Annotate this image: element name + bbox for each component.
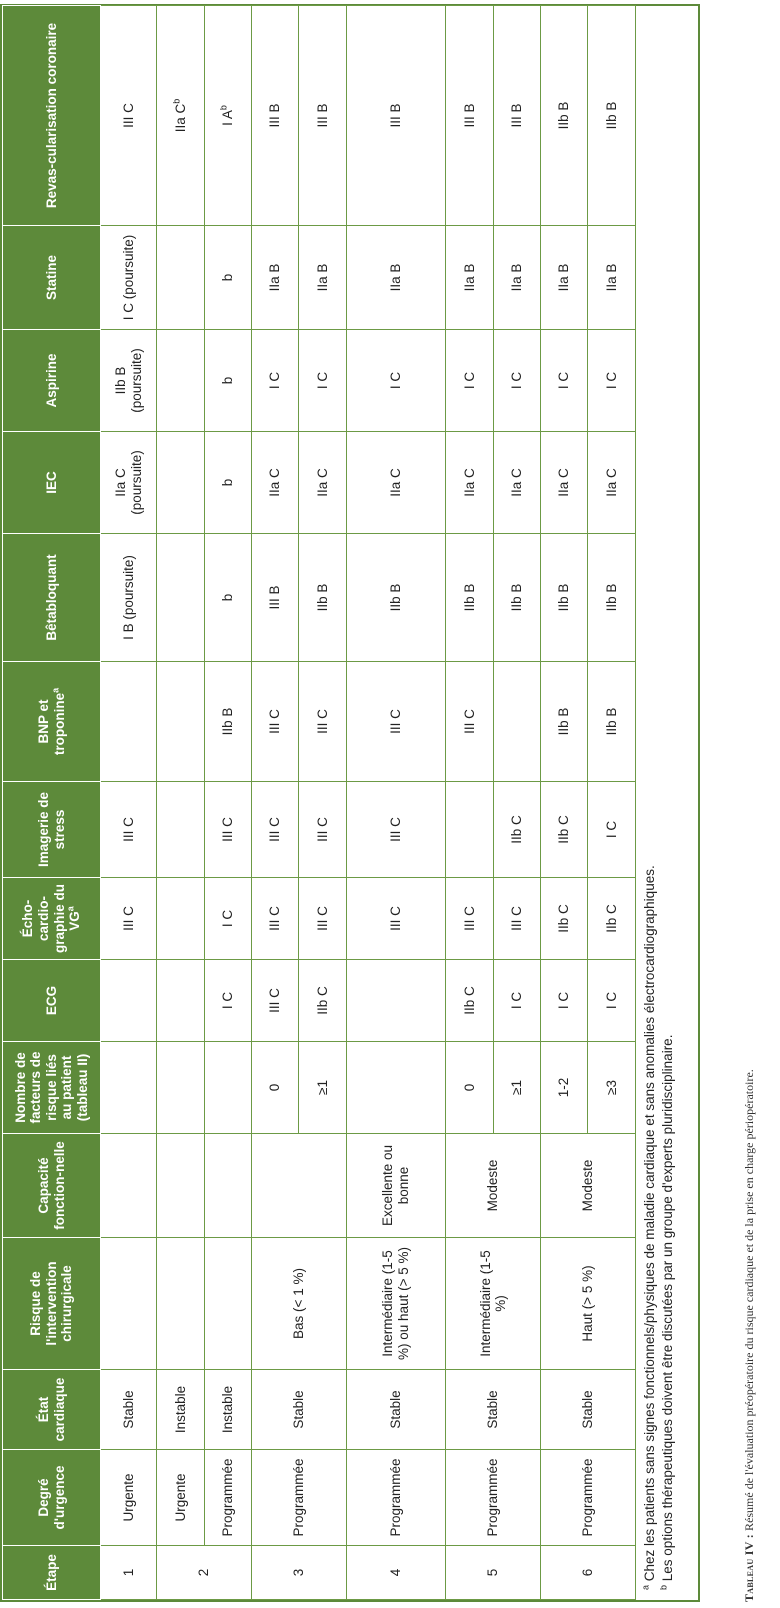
cell-imagerie: IIb C xyxy=(541,782,588,878)
cell-etape: 5 xyxy=(446,1546,541,1600)
cell-facteurs xyxy=(101,1042,157,1134)
cell-echo xyxy=(157,878,204,960)
cell-ecg: IIb C xyxy=(299,960,346,1042)
cell-revasc: IIb B xyxy=(588,6,636,226)
cell-revasc: III B xyxy=(346,6,445,226)
header-revasc: Revas-cularisation coronaire xyxy=(3,6,101,226)
cell-beta: IIb B xyxy=(541,534,588,662)
cell-capacite xyxy=(157,1134,204,1238)
cell-facteurs: 0 xyxy=(446,1042,493,1134)
cell-aspirine: I C xyxy=(493,330,540,432)
cell-etat: Stable xyxy=(446,1370,541,1450)
cell-statine xyxy=(157,226,204,330)
cell-echo: III C xyxy=(493,878,540,960)
cell-facteurs xyxy=(204,1042,251,1134)
cell-revasc: III B xyxy=(446,6,493,226)
cell-aspirine: I C xyxy=(299,330,346,432)
cell-iec: IIa C xyxy=(588,432,636,534)
cell-aspirine: b xyxy=(204,330,251,432)
cell-capacite: Excellente ou bonne xyxy=(346,1134,445,1238)
cell-etape: 4 xyxy=(346,1546,445,1600)
cell-echo: III C xyxy=(346,878,445,960)
cell-degre: Programmée xyxy=(346,1450,445,1546)
cell-revasc: IIa $C^b$ xyxy=(157,6,204,226)
cell-imagerie: III C xyxy=(299,782,346,878)
cell-etape: 3 xyxy=(251,1546,346,1600)
cell-risque xyxy=(101,1238,157,1370)
cell-beta: IIb B xyxy=(346,534,445,662)
cell-imagerie: III C xyxy=(204,782,251,878)
cell-iec: IIa C xyxy=(299,432,346,534)
cell-imagerie: III C xyxy=(101,782,157,878)
cell-beta: IIb B xyxy=(299,534,346,662)
cell-iec: b xyxy=(204,432,251,534)
cell-bnp: III C xyxy=(346,662,445,782)
header-imagerie: Imagerie de stress xyxy=(3,782,101,878)
cell-imagerie xyxy=(446,782,493,878)
cell-capacite: Modeste xyxy=(446,1134,541,1238)
caption-label: Tableau IV : xyxy=(742,1533,756,1602)
cell-statine: b xyxy=(204,226,251,330)
header-capacite: Capacité fonction-nelle xyxy=(3,1134,101,1238)
cell-iec: IIa C xyxy=(446,432,493,534)
cell-bnp: IIb B xyxy=(204,662,251,782)
header-etat: État cardiaque xyxy=(3,1370,101,1450)
table-frame xyxy=(0,4,700,1602)
cell-statine: IIa B xyxy=(446,226,493,330)
header-facteurs: Nombre de facteurs de risque liés au patient (tableau II) xyxy=(3,1042,101,1134)
header-ecg: ECG xyxy=(3,960,101,1042)
cell-statine: IIa B xyxy=(541,226,588,330)
cell-facteurs: ≥3 xyxy=(588,1042,636,1134)
table-caption xyxy=(742,1069,757,1602)
cell-aspirine: I C xyxy=(346,330,445,432)
cell-imagerie: III C xyxy=(251,782,298,878)
cell-echo: I C xyxy=(204,878,251,960)
cell-beta: IIb B xyxy=(446,534,493,662)
cell-etat: Stable xyxy=(251,1370,346,1450)
cell-ecg: IIb C xyxy=(446,960,493,1042)
cell-imagerie: III C xyxy=(346,782,445,878)
cell-revasc: IIb B xyxy=(541,6,588,226)
cell-ecg: I C xyxy=(493,960,540,1042)
header-etape: Étape xyxy=(3,1546,101,1600)
table-row xyxy=(101,6,157,1600)
table-row xyxy=(204,6,251,1600)
footnote-a: $^a$ Chez les patients sans signes fonctionnels/physiques de maladie cardiaque et sans anomalies électrocardiographiques. xyxy=(640,865,657,1590)
table-row xyxy=(251,6,298,1600)
cell-revasc: I $A^b$ xyxy=(204,6,251,226)
cell-facteurs: 1-2 xyxy=(541,1042,588,1134)
recommendations-table xyxy=(2,5,636,1600)
cell-imagerie xyxy=(157,782,204,878)
cell-etat: Stable xyxy=(541,1370,636,1450)
cell-iec xyxy=(157,432,204,534)
cell-bnp xyxy=(101,662,157,782)
cell-imagerie: IIb C xyxy=(493,782,540,878)
cell-revasc: III C xyxy=(101,6,157,226)
cell-statine: IIa B xyxy=(251,226,298,330)
cell-aspirine: I C xyxy=(446,330,493,432)
cell-revasc: III B xyxy=(251,6,298,226)
cell-degre: Programmée xyxy=(251,1450,346,1546)
cell-risque xyxy=(157,1238,204,1370)
cell-aspirine: I C xyxy=(588,330,636,432)
cell-beta: b xyxy=(204,534,251,662)
cell-ecg: I C xyxy=(541,960,588,1042)
cell-bnp: III C xyxy=(446,662,493,782)
cell-risque: Intermédiaire (1-5 %) ou haut (> 5 %) xyxy=(346,1238,445,1370)
cell-aspirine: I C xyxy=(541,330,588,432)
cell-iec: IIa C xyxy=(541,432,588,534)
cell-statine: I C (poursuite) xyxy=(101,226,157,330)
header-betabloquant: Bêtabloquant xyxy=(3,534,101,662)
cell-risque: Bas (< 1 %) xyxy=(251,1238,346,1370)
cell-etape: 6 xyxy=(541,1546,636,1600)
header-statine: Statine xyxy=(3,226,101,330)
cell-bnp xyxy=(157,662,204,782)
cell-degre: Urgente xyxy=(157,1450,204,1546)
cell-capacite: Modeste xyxy=(541,1134,636,1238)
cell-capacite xyxy=(101,1134,157,1238)
cell-facteurs xyxy=(157,1042,204,1134)
cell-risque xyxy=(204,1238,251,1370)
cell-facteurs xyxy=(346,1042,445,1134)
table-row xyxy=(446,6,493,1600)
header-risque: Risque de l'intervention chirurgicale xyxy=(3,1238,101,1370)
table-row xyxy=(541,6,588,1600)
cell-facteurs: 0 xyxy=(251,1042,298,1134)
cell-bnp: IIb B xyxy=(541,662,588,782)
cell-beta: IIb B xyxy=(493,534,540,662)
cell-echo: III C xyxy=(101,878,157,960)
cell-facteurs: ≥1 xyxy=(493,1042,540,1134)
table-header-row xyxy=(3,6,101,1600)
cell-bnp xyxy=(493,662,540,782)
cell-etat: Stable xyxy=(346,1370,445,1450)
cell-statine: IIa B xyxy=(493,226,540,330)
table-row xyxy=(346,6,445,1600)
cell-aspirine: IIb B (poursuite) xyxy=(101,330,157,432)
cell-iec: IIa C xyxy=(493,432,540,534)
cell-revasc: III B xyxy=(299,6,346,226)
cell-ecg xyxy=(157,960,204,1042)
cell-etape: 1 xyxy=(101,1546,157,1600)
cell-ecg: I C xyxy=(204,960,251,1042)
cell-iec: IIa C (poursuite) xyxy=(101,432,157,534)
cell-degre: Urgente xyxy=(101,1450,157,1546)
cell-beta xyxy=(157,534,204,662)
cell-ecg: I C xyxy=(588,960,636,1042)
cell-iec: IIa C xyxy=(251,432,298,534)
cell-etat: Instable xyxy=(204,1370,251,1450)
cell-bnp: III C xyxy=(299,662,346,782)
cell-echo: III C xyxy=(446,878,493,960)
cell-statine: IIa B xyxy=(299,226,346,330)
cell-ecg xyxy=(346,960,445,1042)
cell-echo: IIb C xyxy=(588,878,636,960)
cell-capacite xyxy=(204,1134,251,1238)
cell-etat: Stable xyxy=(101,1370,157,1450)
cell-degre: Programmée xyxy=(204,1450,251,1546)
cell-capacite xyxy=(251,1134,346,1238)
cell-aspirine: I C xyxy=(251,330,298,432)
cell-bnp: III C xyxy=(251,662,298,782)
header-bnp: BNP et troponine$^a$ xyxy=(3,662,101,782)
cell-beta: IIb B xyxy=(588,534,636,662)
cell-degre: Programmée xyxy=(541,1450,636,1546)
cell-etape: 2 xyxy=(157,1546,252,1600)
cell-aspirine xyxy=(157,330,204,432)
cell-etat: Instable xyxy=(157,1370,204,1450)
header-degre: Degré d'urgence xyxy=(3,1450,101,1546)
cell-echo: IIb C xyxy=(541,878,588,960)
footnote-b: $^b$ Les options thérapeutiques doivent être discutées par un groupe d'experts pluridisciplinaire. xyxy=(658,1034,675,1590)
cell-beta: I B (poursuite) xyxy=(101,534,157,662)
caption-text: Résumé de l'évaluation préopératoire du risque cardiaque et de la prise en charge périopératoire. xyxy=(742,1069,756,1531)
cell-ecg xyxy=(101,960,157,1042)
cell-ecg: III C xyxy=(251,960,298,1042)
cell-risque: Intermédiaire (1-5 %) xyxy=(446,1238,541,1370)
cell-iec: IIa C xyxy=(346,432,445,534)
cell-facteurs: ≥1 xyxy=(299,1042,346,1134)
cell-statine: IIa B xyxy=(588,226,636,330)
cell-statine: IIa B xyxy=(346,226,445,330)
header-aspirine: Aspirine xyxy=(3,330,101,432)
cell-echo: III C xyxy=(251,878,298,960)
cell-echo: III C xyxy=(299,878,346,960)
cell-risque: Haut (> 5 %) xyxy=(541,1238,636,1370)
cell-degre: Programmée xyxy=(446,1450,541,1546)
header-iec: IEC xyxy=(3,432,101,534)
cell-beta: III B xyxy=(251,534,298,662)
cell-bnp: IIb B xyxy=(588,662,636,782)
table-row xyxy=(157,6,204,1600)
cell-revasc: III B xyxy=(493,6,540,226)
header-echo: Écho-cardio-graphie du $VG^a$ xyxy=(3,878,101,960)
cell-imagerie: I C xyxy=(588,782,636,878)
